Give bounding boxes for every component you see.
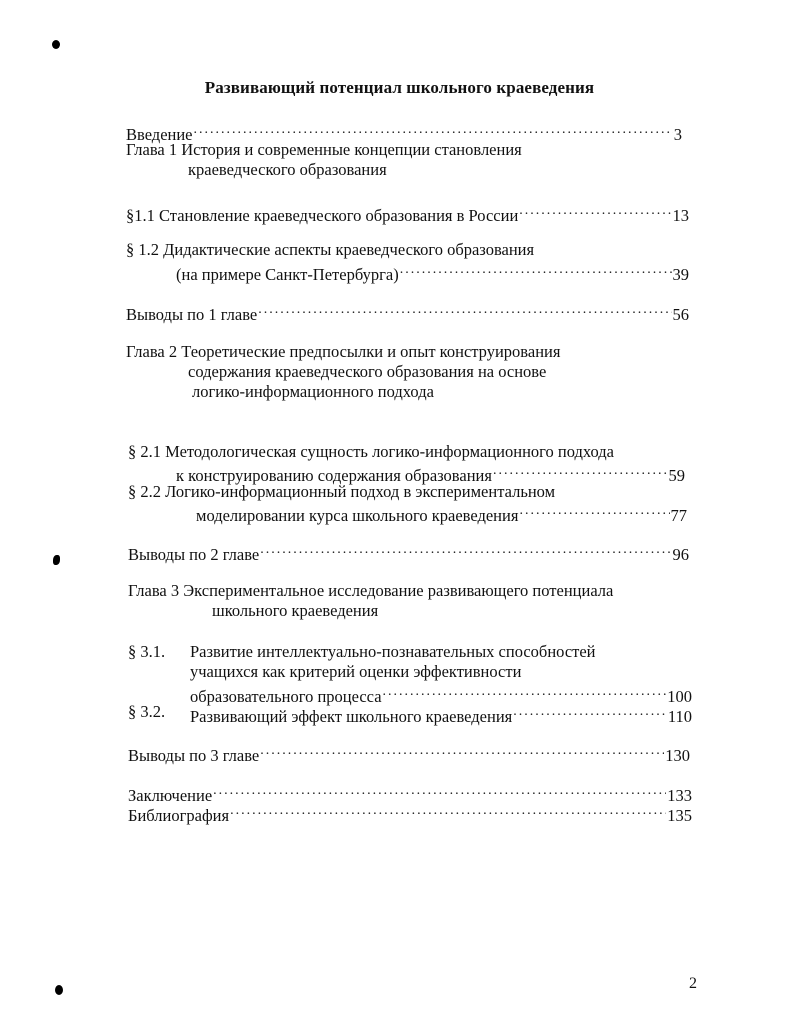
toc-page-number: 133 (667, 786, 692, 805)
toc-page-number: 96 (672, 545, 689, 564)
scan-top-mark (614, 0, 650, 5)
toc-page-number: 3 (673, 125, 682, 144)
dot-leader (230, 801, 666, 821)
toc-label: к конструированию содержания образования (176, 466, 492, 485)
toc-page-number: 77 (670, 506, 687, 525)
chapter-2-heading-cont2: логико-информационного подхода (192, 382, 434, 401)
section-2-1-heading: § 2.1 Методологическая сущность логико-информационного подхода (128, 442, 615, 461)
chapter-1-heading: Глава 1 История и современные концепции становления (126, 140, 522, 159)
toc-label: моделировании курса школьного краеведения (196, 506, 519, 525)
section-2-2-heading: § 2.2 Логико-информационный подход в экспериментальном (128, 482, 556, 501)
toc-entry-section-1-2 (176, 260, 689, 285)
toc-label: образовательного процесса (190, 687, 382, 706)
chapter-3-heading-cont: школьного краеведения (212, 601, 379, 620)
section-1-2-heading: § 1.2 Дидактические аспекты краеведческого образования (126, 240, 535, 259)
toc-page-number: 135 (667, 806, 692, 825)
dot-leader (400, 260, 672, 280)
toc-page-number: 56 (672, 305, 689, 324)
toc-label: §1.1 Становление краеведческого образования в России (126, 206, 519, 225)
toc-entry-section-1-1 (126, 201, 689, 226)
binder-hole-mark-top (52, 40, 60, 49)
dot-leader (493, 461, 668, 481)
binder-hole-mark-middle (53, 555, 60, 565)
chapter-1-heading-cont: краеведческого образования (188, 160, 387, 179)
toc-entry-section-3-2 (190, 702, 692, 727)
dot-leader (260, 540, 671, 560)
section-3-2-number: § 3.2. (128, 702, 166, 721)
binder-hole-mark-bottom (55, 985, 63, 995)
toc-entry-conclusions-1 (126, 300, 689, 325)
toc-page-number: 39 (672, 265, 689, 284)
section-3-1-heading: Развитие интеллектуально-познавательных способностей (190, 642, 596, 661)
toc-label: (на примере Санкт-Петербурга) (176, 265, 399, 284)
chapter-3-heading: Глава 3 Экспериментальное исследование развивающего потенциала (128, 581, 614, 600)
section-3-1-number: § 3.1. (128, 642, 166, 661)
toc-entry-section-2-2 (196, 501, 687, 526)
toc-page-number: 130 (665, 746, 690, 765)
toc-entry-conclusions-2 (128, 540, 689, 565)
toc-entry-bibliography (128, 801, 692, 826)
dot-leader (258, 300, 671, 320)
dot-leader (260, 741, 664, 761)
toc-page-number: 59 (668, 466, 685, 485)
dot-leader (513, 702, 667, 722)
toc-page-number: 100 (667, 687, 692, 706)
toc-label: Выводы по 1 главе (126, 305, 258, 324)
page-number: 2 (689, 975, 697, 992)
dot-leader (383, 682, 667, 702)
dot-leader (519, 501, 669, 521)
toc-label: Выводы по 2 главе (128, 545, 260, 564)
toc-label: Развивающий эффект школьного краеведения (190, 707, 513, 726)
toc-page-number: 110 (667, 707, 692, 726)
dot-leader (194, 120, 673, 140)
toc-entry-conclusions-3 (128, 741, 690, 766)
section-3-1-heading-cont: учащихся как критерий оценки эффективности (190, 662, 522, 681)
dot-leader (213, 781, 666, 801)
chapter-2-heading: Глава 2 Теоретические предпосылки и опыт конструирования (126, 342, 561, 361)
toc-label: Выводы по 3 главе (128, 746, 260, 765)
toc-page-number: 13 (672, 206, 689, 225)
toc-label: Введение (126, 125, 193, 144)
document-title: Развивающий потенциал школьного краеведения (204, 78, 595, 97)
dot-leader (519, 201, 671, 221)
toc-label: Библиография (128, 806, 230, 825)
chapter-2-heading-cont: содержания краеведческого образования на основе (188, 362, 547, 381)
toc-label: Заключение (128, 786, 213, 805)
